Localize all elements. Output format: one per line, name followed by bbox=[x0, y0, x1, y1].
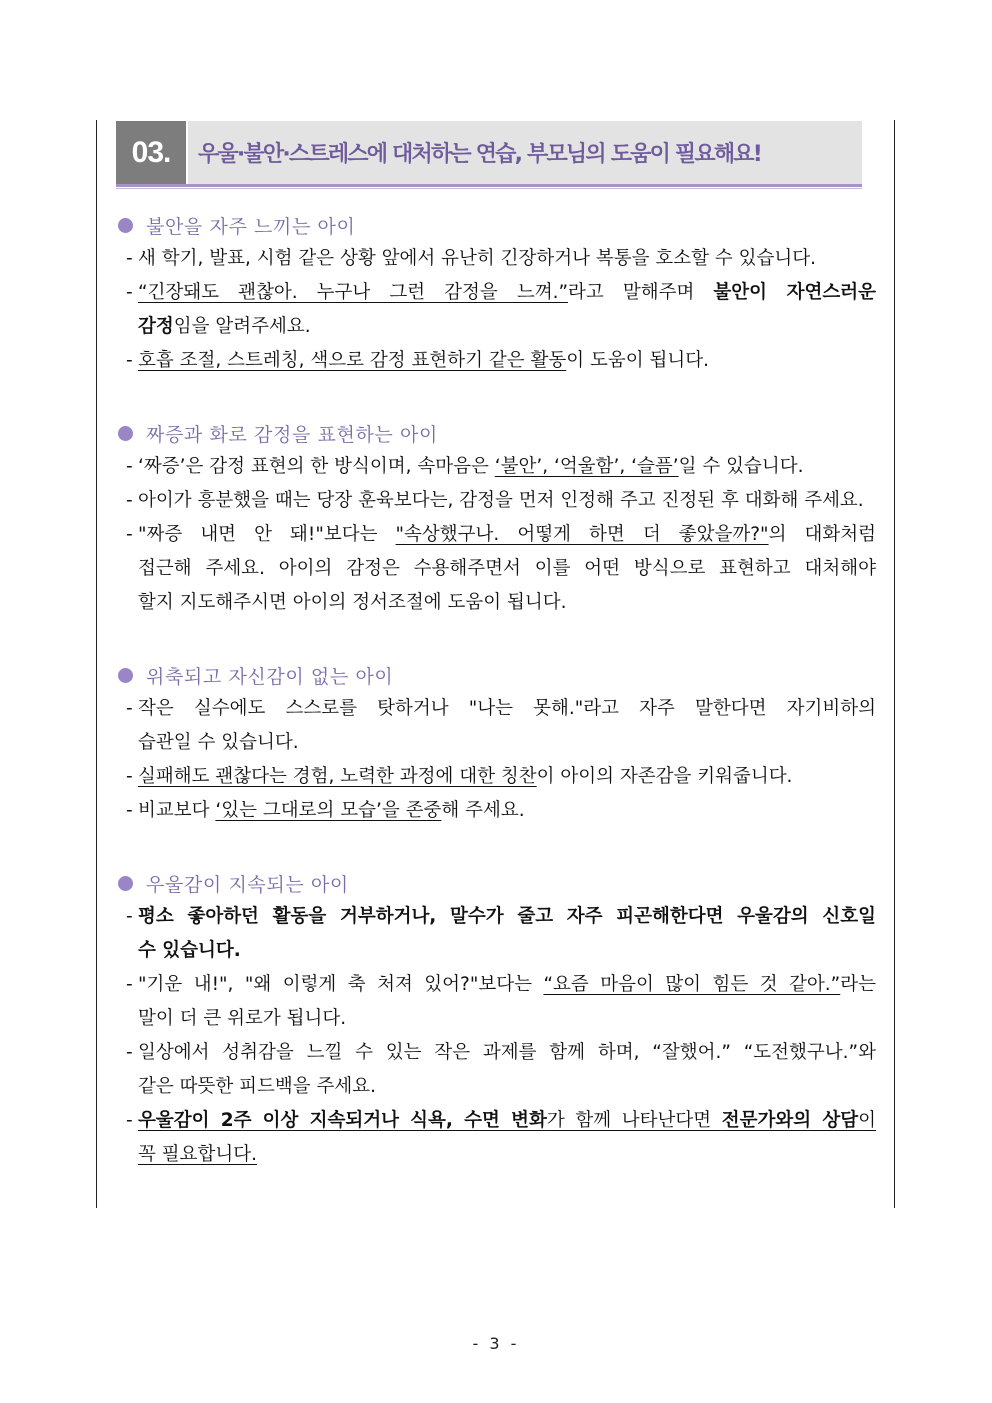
page-number: - 3 - bbox=[472, 1334, 520, 1353]
topic-heading bbox=[116, 866, 876, 900]
dash-marker: - bbox=[126, 350, 133, 371]
body-text: 습관일 수 있습니다. bbox=[138, 732, 299, 753]
dash-marker: - bbox=[126, 282, 133, 303]
topic-title: 짜증과 화로 감정을 표현하는 아이 bbox=[146, 423, 438, 446]
dash-marker: - bbox=[126, 524, 133, 545]
dash-marker: - bbox=[126, 906, 133, 927]
text-line bbox=[138, 760, 876, 794]
topic-section bbox=[116, 208, 876, 378]
emphasis-text: 불안이 자연스러운 bbox=[713, 282, 876, 303]
dash-marker: - bbox=[126, 974, 133, 995]
text-line bbox=[138, 1104, 876, 1138]
topic-section bbox=[116, 416, 876, 620]
list-item bbox=[116, 484, 876, 518]
text-line bbox=[138, 276, 876, 310]
underlined-text: 호흡 조절, 스트레칭, 색으로 감정 표현하기 같은 활동 bbox=[138, 350, 567, 371]
circle-bullet-icon bbox=[118, 218, 133, 233]
body-text: 라는 bbox=[840, 974, 877, 995]
underlined-text: ‘불안’, ‘억울함’, ‘슬픔’ bbox=[494, 456, 679, 477]
body-text: "짜증 내면 안 돼!"보다는 bbox=[138, 524, 396, 545]
text-line bbox=[138, 1070, 876, 1104]
text-line bbox=[138, 968, 876, 1002]
underlined-text: “긴장돼도 괜찮아. 누구나 그런 감정을 느껴.” bbox=[138, 282, 569, 303]
text-line bbox=[138, 1002, 876, 1036]
list-item bbox=[116, 1036, 876, 1104]
text-line bbox=[138, 586, 876, 620]
list-item bbox=[116, 518, 876, 620]
underlined-text: "속상했구나. 어떻게 하면 더 좋았을까?" bbox=[395, 524, 769, 545]
body-text: 작은 실수에도 스스로를 탓하거나 "나는 못해."라고 자주 말한다면 자기비하의 bbox=[138, 698, 876, 719]
dash-marker: - bbox=[126, 1042, 133, 1063]
circle-bullet-icon bbox=[118, 668, 133, 683]
list-item bbox=[116, 968, 876, 1036]
text-line bbox=[138, 518, 876, 552]
list-item bbox=[116, 344, 876, 378]
dash-marker: - bbox=[126, 1110, 133, 1131]
text-line bbox=[138, 484, 876, 518]
text-line bbox=[138, 344, 876, 378]
emphasis-text: 전문가와의 상담 bbox=[721, 1110, 859, 1131]
body-text: 새 학기, 발표, 시험 같은 상황 앞에서 유난히 긴장하거나 복통을 호소할 수 있습니다. bbox=[138, 248, 816, 269]
dash-marker: - bbox=[126, 248, 133, 269]
topic-heading bbox=[116, 658, 876, 692]
topic-heading bbox=[116, 416, 876, 450]
body-text: 이 도움이 됩니다. bbox=[566, 350, 709, 371]
text-line bbox=[138, 310, 876, 344]
dash-marker: - bbox=[126, 490, 133, 511]
list-item bbox=[116, 276, 876, 344]
text-line bbox=[138, 692, 876, 726]
circle-bullet-icon bbox=[118, 876, 133, 891]
underlined-text: 꼭 필요합니다. bbox=[138, 1144, 257, 1165]
header-underline-thin bbox=[116, 188, 862, 189]
underlined-text: ‘있는 그대로의 모습’을 존중 bbox=[215, 800, 442, 821]
body-text: 아이가 흥분했을 때는 당장 훈육보다는, 감정을 먼저 인정해 주고 진정된 후 대화해 주세요. bbox=[138, 490, 864, 511]
underlined-text: “요즘 마음이 많이 힘든 것 같아.” bbox=[543, 974, 841, 995]
underlined-text: 이 bbox=[858, 1110, 876, 1131]
body-text: 말이 더 큰 위로가 됩니다. bbox=[138, 1008, 347, 1029]
body-text: 같은 따뜻한 피드백을 주세요. bbox=[138, 1076, 376, 1097]
text-line bbox=[138, 794, 876, 828]
list-item bbox=[116, 900, 876, 968]
topic-title: 불안을 자주 느끼는 아이 bbox=[146, 215, 356, 238]
body-text: ‘짜증’은 감정 표현의 한 방식이며, 속마음은 bbox=[138, 456, 495, 477]
text-line bbox=[138, 242, 876, 276]
emphasis-text: 평소 좋아하던 활동을 거부하거나, 말수가 줄고 자주 피곤해한다면 우울감의 신호일 bbox=[138, 906, 876, 927]
section-header bbox=[116, 121, 862, 184]
section-title: 우울·불안·스트레스에 대처하는 연습, 부모님의 도움이 필요해요! bbox=[198, 142, 761, 167]
body-text: 의 대화처럼 bbox=[768, 524, 876, 545]
circle-bullet-icon bbox=[118, 426, 133, 441]
body-text: 일상에서 성취감을 느낄 수 있는 작은 과제를 함께 하며, “잘했어.” “도전했구나.”와 bbox=[138, 1042, 876, 1063]
emphasis-text: 우울감이 2주 이상 지속되거나 식욕, 수면 변화 bbox=[138, 1110, 547, 1131]
list-item bbox=[116, 242, 876, 276]
text-line bbox=[138, 450, 876, 484]
list-item bbox=[116, 450, 876, 484]
list-item bbox=[116, 794, 876, 828]
body-text: 이 아이의 자존감을 키워줍니다. bbox=[536, 766, 793, 787]
header-underline bbox=[116, 184, 862, 187]
text-line bbox=[138, 900, 876, 934]
body-text: "기운 내!", "왜 이렇게 축 처져 있어?"보다는 bbox=[138, 974, 544, 995]
topic-title: 우울감이 지속되는 아이 bbox=[146, 873, 349, 896]
body-text: 일 수 있습니다. bbox=[678, 456, 804, 477]
text-line bbox=[138, 552, 876, 586]
topic-title: 위축되고 자신감이 없는 아이 bbox=[146, 665, 394, 688]
text-line bbox=[138, 726, 876, 760]
dash-marker: - bbox=[126, 456, 133, 477]
list-item bbox=[116, 760, 876, 794]
text-line bbox=[138, 1036, 876, 1070]
topic-section bbox=[116, 658, 876, 828]
dash-marker: - bbox=[126, 800, 133, 821]
dash-marker: - bbox=[126, 766, 133, 787]
body-text: 비교보다 bbox=[138, 800, 216, 821]
body-text: 해 주세요. bbox=[441, 800, 525, 821]
dash-marker: - bbox=[126, 698, 133, 719]
list-item bbox=[116, 692, 876, 760]
underlined-text: 가 함께 나타난다면 bbox=[546, 1110, 722, 1131]
body-text: 라고 말해주며 bbox=[568, 282, 714, 303]
body-text: 임을 알려주세요. bbox=[173, 316, 311, 337]
body-text: 접근해 주세요. 아이의 감정은 수용해주면서 이를 어떤 방식으로 표현하고 대처해야 bbox=[138, 558, 876, 579]
text-line bbox=[138, 1138, 876, 1172]
section-title-box bbox=[188, 121, 862, 184]
topic-heading bbox=[116, 208, 876, 242]
emphasis-text: 감정 bbox=[138, 316, 174, 337]
section-number: 03. bbox=[116, 121, 186, 184]
body-text: 할지 지도해주시면 아이의 정서조절에 도움이 됩니다. bbox=[138, 592, 567, 613]
topic-section bbox=[116, 866, 876, 1172]
underlined-text: 실패해도 괜찮다는 경험, 노력한 과정에 대한 칭찬 bbox=[138, 766, 537, 787]
emphasis-text: 수 있습니다. bbox=[138, 940, 241, 961]
text-line bbox=[138, 934, 876, 968]
list-item bbox=[116, 1104, 876, 1172]
